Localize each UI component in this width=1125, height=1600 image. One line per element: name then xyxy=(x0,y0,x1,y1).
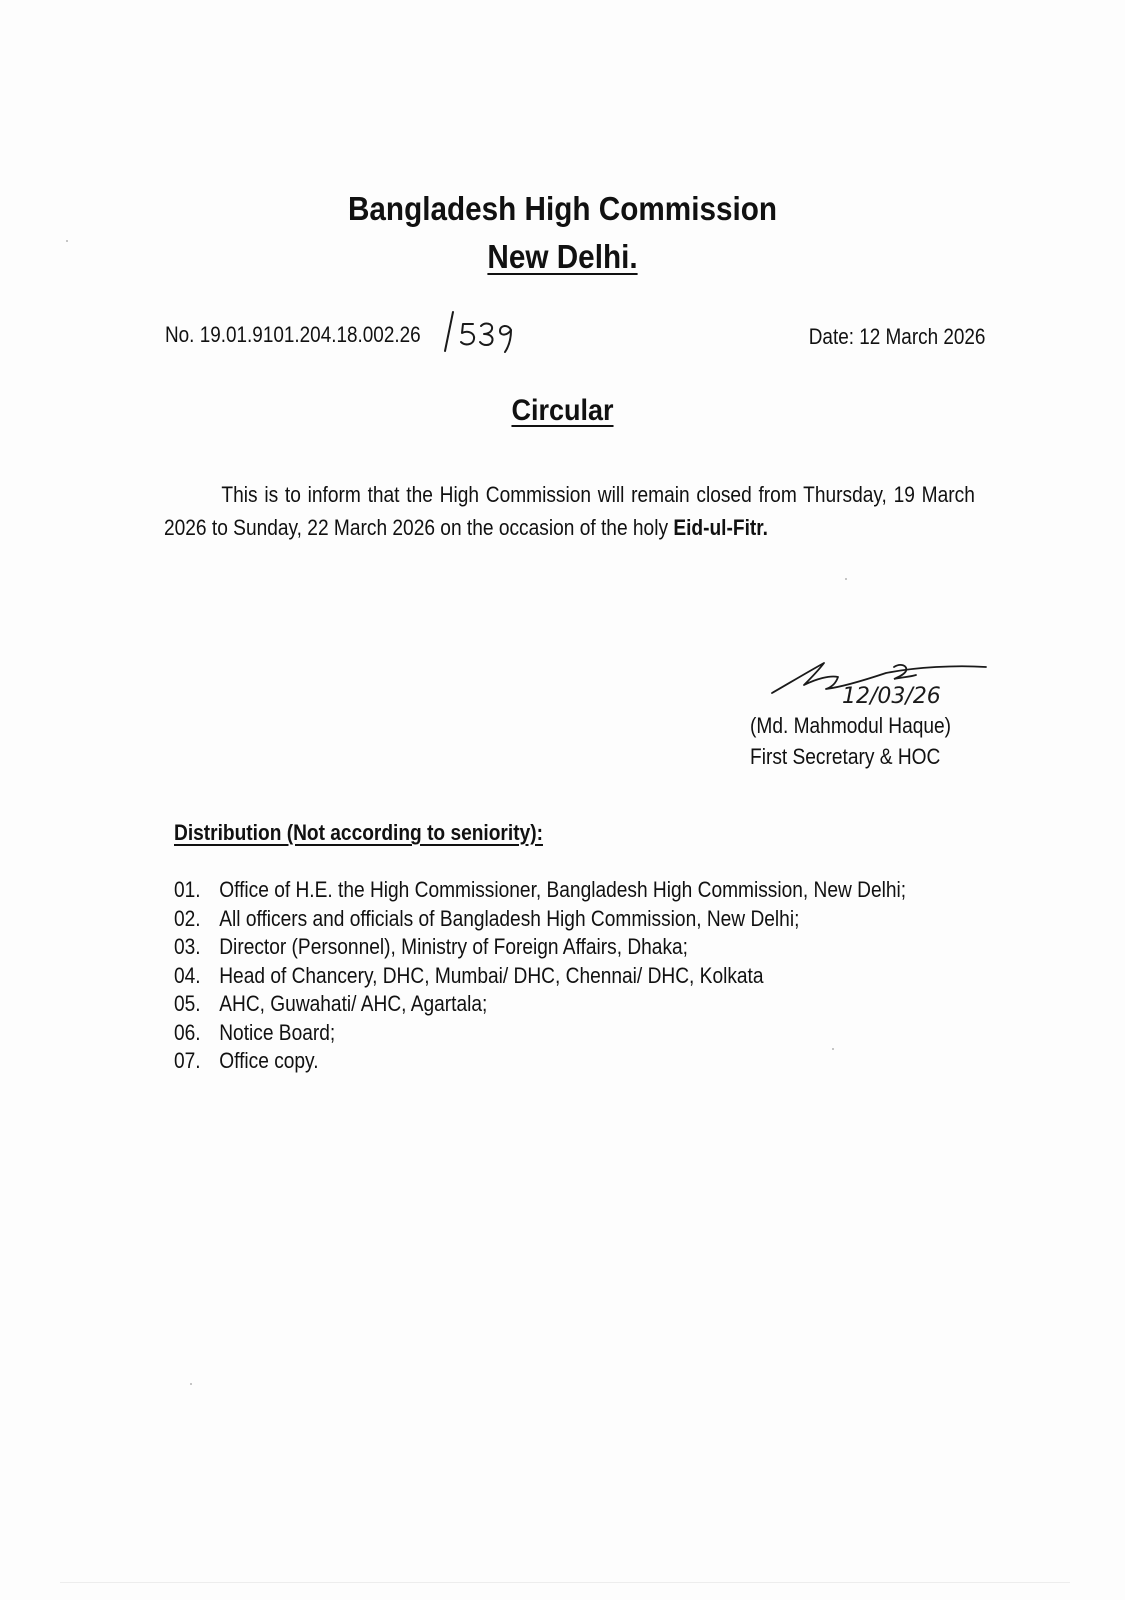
handwritten-reference-suffix xyxy=(437,306,537,356)
distribution-heading: Distribution (Not according to seniority): xyxy=(174,820,543,845)
office-city: New Delhi. xyxy=(487,238,638,275)
circular-body xyxy=(164,478,975,544)
scan-edge-line xyxy=(60,1582,1070,1583)
scan-speck xyxy=(66,240,68,242)
list-item-text: Office of H.E. the High Commissioner, Bangladesh High Commission, New Delhi; xyxy=(219,877,907,902)
list-item xyxy=(174,876,906,905)
list-item-text: AHC, Guwahati/ AHC, Agartala; xyxy=(219,991,488,1016)
list-item-number: 03. xyxy=(174,934,201,959)
signatory-name: (Md. Mahmodul Haque) xyxy=(750,713,952,738)
list-item xyxy=(174,1047,906,1076)
reference-number: No. 19.01.9101.204.18.002.26 xyxy=(165,322,421,347)
list-item xyxy=(174,990,906,1019)
scan-speck xyxy=(832,1048,834,1050)
list-item-number: 01. xyxy=(174,877,201,902)
body-text: This is to inform that the High Commission will remain closed from Thursday, 19 March 2026 to Sunday, 22 March 2026 on the occasion of the holy xyxy=(164,482,975,540)
list-item-text: Notice Board; xyxy=(219,1019,336,1045)
signatory-designation: First Secretary & HOC xyxy=(750,744,941,769)
scan-speck xyxy=(845,578,847,580)
organization-name: Bangladesh High Commission xyxy=(347,190,778,227)
list-item xyxy=(174,1019,906,1048)
list-item-text: All officers and officials of Bangladesh High Commission, New Delhi; xyxy=(219,905,800,931)
list-item-text: Office copy. xyxy=(219,1048,319,1073)
distribution-list xyxy=(174,876,906,1076)
list-item-number: 05. xyxy=(174,991,201,1016)
list-item-text: Director (Personnel), Ministry of Foreign Affairs, Dhaka; xyxy=(219,934,688,959)
list-item-number: 07. xyxy=(174,1048,201,1073)
scan-speck xyxy=(190,1383,192,1385)
document-title: Circular xyxy=(511,394,614,427)
signature-date: 12/03/26 xyxy=(842,684,941,709)
handwritten-reference-text: /539 xyxy=(437,306,439,307)
list-item xyxy=(174,933,906,962)
list-item xyxy=(174,905,906,934)
list-item xyxy=(174,962,906,991)
list-item-number: 04. xyxy=(174,962,201,988)
issue-date: Date: 12 March 2026 xyxy=(808,324,985,349)
list-item-text: Head of Chancery, DHC, Mumbai/ DHC, Chennai/ DHC, Kolkata xyxy=(219,962,764,988)
list-item-number: 06. xyxy=(174,1019,201,1045)
occasion-name: Eid-ul-Fitr. xyxy=(673,515,768,540)
signatory-block xyxy=(750,710,951,772)
list-item-number: 02. xyxy=(174,905,201,931)
